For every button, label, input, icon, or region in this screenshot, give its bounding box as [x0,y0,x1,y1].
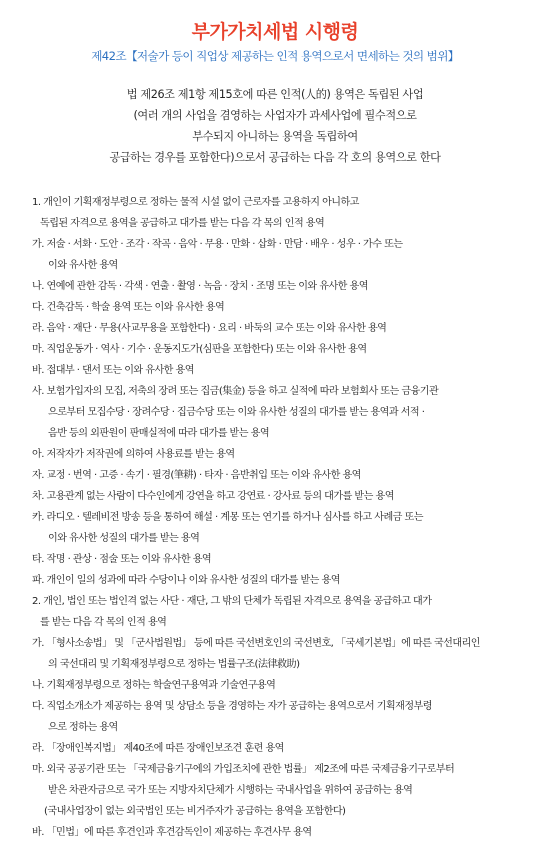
subitem-sa-cont: 음반 등의 외판원이 판매실적에 따라 대가를 받는 용역 [48,428,270,439]
item-2-subitem-ra: 라. 「장애인복지법」 제40조에 따른 장애인보조견 훈련 용역 [32,743,284,754]
item-2-subitem-da-cont: 으로 정하는 용역 [48,722,118,733]
article-subtitle: 제42조【저술가 등이 직업상 제공하는 인적 용역으로서 면세하는 것의 범위】 [91,49,459,63]
subitem-na: 나. 연예에 관한 감독 · 각색 · 연출 · 촬영 · 녹음 · 장치 · 조명 또는 이와 유사한 용역 [32,281,368,292]
intro-line: 공급하는 경우를 포함한다)으로서 공급하는 다음 각 호의 용역으로 한다 [109,151,441,164]
subitem-da: 다. 건축감독 · 학술 용역 또는 이와 유사한 용역 [32,302,225,313]
item-2-subitem-ba: 바. 「민법」에 따른 후견인과 후견감독인이 제공하는 후견사무 용역 [32,827,312,838]
item-2-subitem-ma: 마. 외국 공공기관 또는 「국제금융기구에의 가입조치에 관한 법률」 제2조에 따른 국제금융기구로부터 [32,764,455,775]
subitem-ma: 마. 직업운동가 · 역사 · 기수 · 운동지도가(심판을 포함한다) 또는 이와 유사한 용역 [32,344,367,355]
subitem-cha: 차. 고용관계 없는 사람이 다수인에게 강연을 하고 강연료 · 강사료 등의 대가를 받는 용역 [32,491,394,502]
item-2-subitem-na: 나. 기획재정부령으로 정하는 학술연구용역과 기술연구용역 [32,680,276,691]
subitem-ga: 가. 저술 · 서화 · 도안 · 조각 · 작곡 · 음악 · 무용 · 만화 · 삽화 · 만담 · 배우 · 성우 · 가수 또는 [32,239,403,250]
subitem-ra: 라. 음악 · 재단 · 무용(사교무용을 포함한다) · 요리 · 바둑의 교수 또는 이와 유사한 용역 [32,323,387,334]
item-2-subitem-ma-cont: 받은 차관자금으로 국가 또는 지방자치단체가 시행하는 국내사업을 위하여 공급하는 용역 [48,785,413,796]
subitem-ka-cont: 이와 유사한 성질의 대가를 받는 용역 [48,533,200,544]
item-1-heading-cont: 독립된 자격으로 용역을 공급하고 대가를 받는 다음 각 목의 인적 용역 [40,218,325,229]
subitem-ga-cont: 이와 유사한 용역 [48,260,118,271]
item-2-subitem-ma-cont: (국내사업장이 없는 외국법인 또는 비거주자가 공급하는 용역을 포함한다) [44,806,346,817]
intro-line: (여러 개의 사업을 겸영하는 사업자가 과세사업에 필수적으로 [133,109,417,122]
item-2-subitem-ga: 가. 「형사소송법」 및 「군사법원법」 등에 따른 국선변호인의 국선변호, 「국세기본법」에 따른 국선대리인 [32,638,480,649]
subitem-pa: 파. 개인이 일의 성과에 따라 수당이나 이와 유사한 성질의 대가를 받는 용역 [32,575,340,586]
subitem-ja: 자. 교정 · 번역 · 고증 · 속기 · 필경(筆耕) · 타자 · 음반취입 또는 이와 유사한 용역 [32,470,361,481]
subitem-ba: 바. 접대부 · 댄서 또는 이와 유사한 용역 [32,365,194,376]
intro-line: 부수되지 아니하는 용역을 독립하여 [192,130,358,143]
subitem-sa-cont: 으로부터 모집수당 · 장려수당 · 집금수당 또는 이와 유사한 성질의 대가를 받는 용역과 서적 · [48,407,425,418]
subitem-sa: 사. 보험가입자의 모집, 저축의 장려 또는 집금(集金) 등을 하고 실적에 따라 보험회사 또는 금융기관 [32,386,439,397]
item-1-heading: 1. 개인이 기획재정부령으로 정하는 물적 시설 없이 근로자를 고용하지 아니하고 [32,197,359,208]
item-2-heading-cont: 를 받는 다음 각 목의 인적 용역 [40,617,167,628]
article-intro [18,84,532,168]
item-2-heading: 2. 개인, 법인 또는 법인격 없는 사단 · 재단, 그 밖의 단체가 독립된 자격으로 용역을 공급하고 대가 [32,596,432,607]
document-title: 부가가치세법 시행령 [191,21,359,43]
subitem-ta: 타. 작명 · 관상 · 점술 또는 이와 유사한 용역 [32,554,212,565]
item-2-subitem-da: 다. 직업소개소가 제공하는 용역 및 상담소 등을 경영하는 자가 공급하는 용역으로서 기획재정부령 [32,701,432,712]
article-item-list [18,192,532,843]
subitem-a: 아. 저작자가 저작권에 의하여 사용료를 받는 용역 [32,449,235,460]
intro-line: 법 제26조 제1항 제15호에 따른 인적(人的) 용역은 독립된 사업 [126,88,424,101]
item-2-subitem-ga-cont: 의 국선대리 및 기획재정부령으로 정하는 법률구조(法律救助) [48,659,300,670]
subitem-ka: 카. 라디오 · 텔레비전 방송 등을 통하여 해설 · 계몽 또는 연기를 하거나 심사를 하고 사례금 또는 [32,512,423,523]
